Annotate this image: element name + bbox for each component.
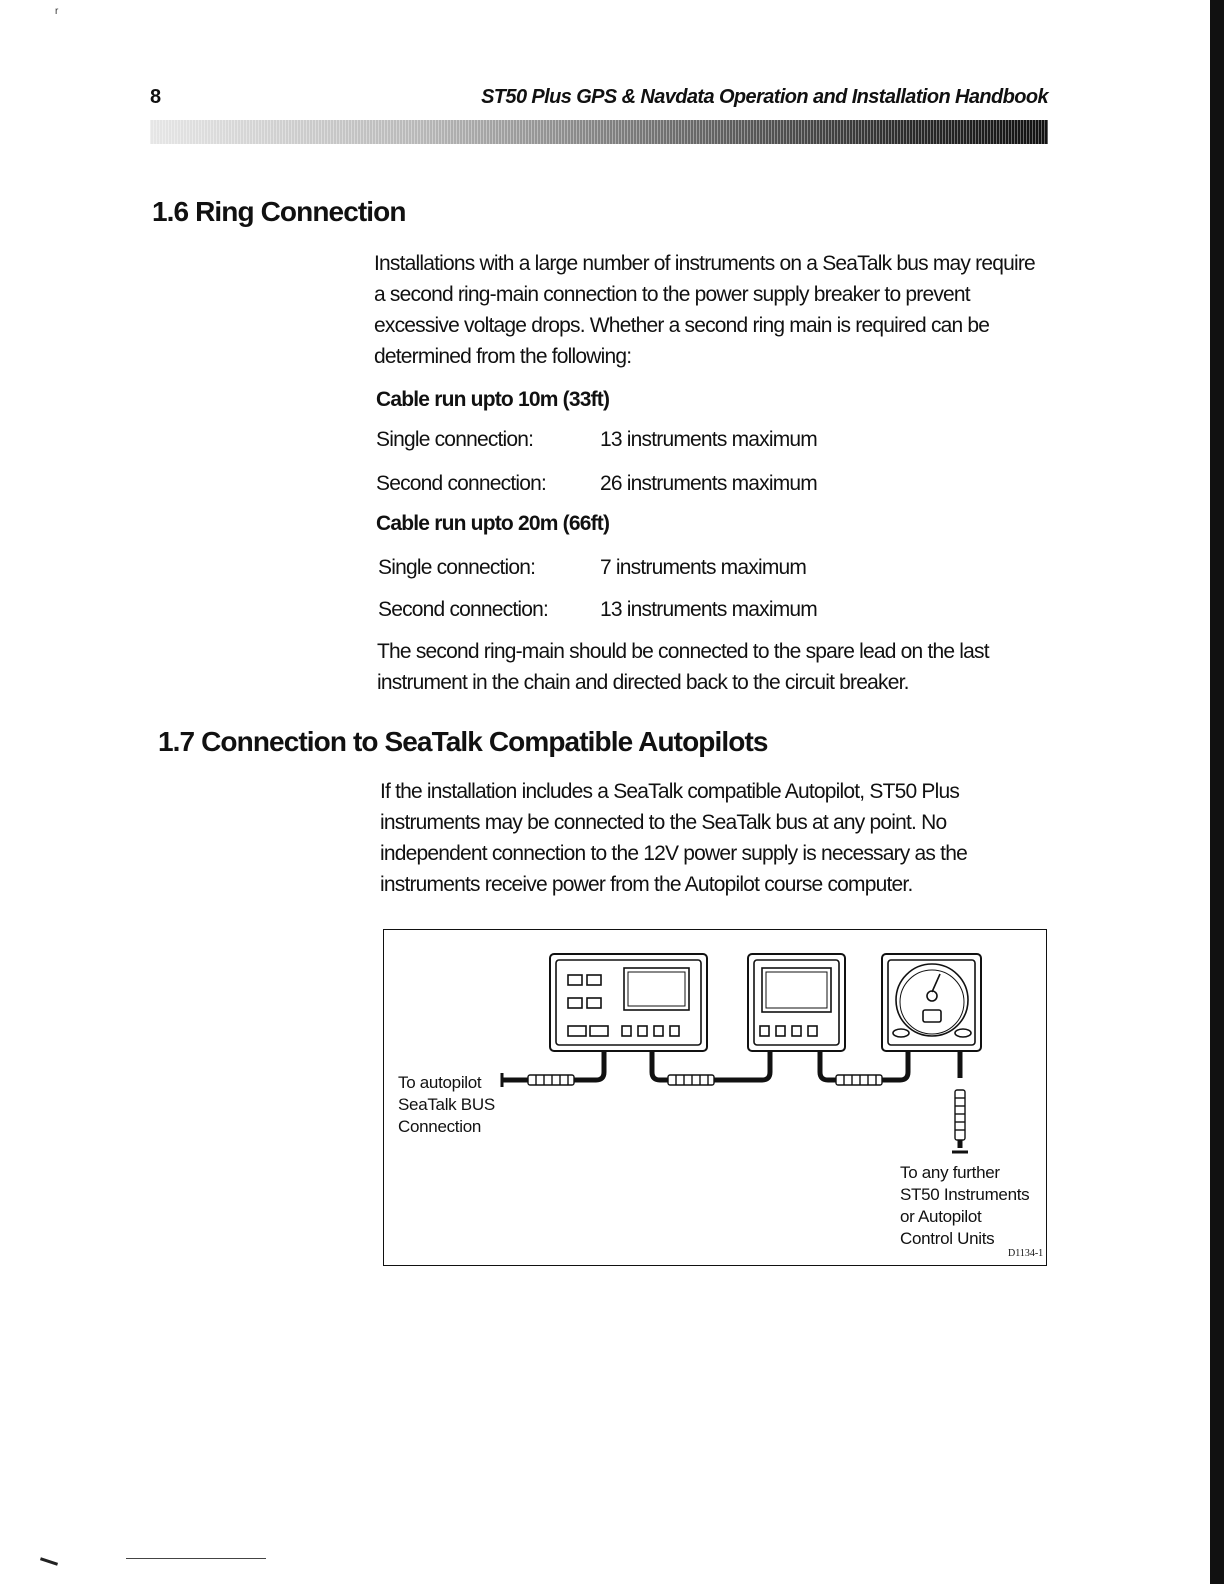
scan-edge [1210,0,1224,1584]
cable-run-10m-heading: Cable run upto 10m (33ft) [376,388,610,411]
page-number: 8 [150,86,162,108]
scan-mark-bottom [40,1557,58,1565]
running-title: ST50 Plus GPS & Navdata Operation and Installation Handbook [481,86,1048,108]
spec-label: Second connection: [378,598,549,621]
instrument-dial [882,954,981,1051]
caption-line: Connection [398,1117,482,1136]
ring-connection-intro: Installations with a large number of instruments on a SeaTalk bus may require a second ring-main connection to the power supply breaker to prevent excessive voltage drops. Whether a second ring main is required can be determined from the following: [374,252,1035,368]
ring-connection-closing: The second ring-main should be connected to the spare lead on the last instrument in the chain and directed back to the circuit breaker. [377,640,989,694]
instrument-single-display [748,954,845,1051]
caption-line: SeaTalk BUS [398,1095,495,1114]
footer-rule [126,1558,266,1559]
cable-connectors [528,1075,965,1140]
autopilot-body: If the installation includes a SeaTalk compatible Autopilot, ST50 Plus instruments may be connected to the SeaTalk bus at any point. No independent connection to the 12V power supply is necessary as the instruments receive power from the Autopilot course computer. [380,780,967,896]
caption-to-autopilot [398,1072,495,1138]
spec-label: Single connection: [378,556,536,579]
spec-label: Second connection: [376,472,547,495]
cable-run-20m-heading: Cable run upto 20m (66ft) [376,512,610,535]
caption-line: Control Units [900,1229,995,1248]
spec-value: 13 instruments maximum [600,598,817,621]
spec-label: Single connection: [376,428,534,451]
caption-line: To any further [900,1163,1000,1182]
caption-line: or Autopilot [900,1207,982,1226]
caption-line: To autopilot [398,1073,482,1092]
section-title-autopilots: 1.7 Connection to SeaTalk Compatible Autopilots [158,726,768,757]
caption-line: ST50 Instruments [900,1185,1030,1204]
seatalk-cables [502,1052,960,1148]
caption-further-units [900,1162,1029,1250]
spec-value: 26 instruments maximum [600,472,817,495]
section-title-ring-connection: 1.6 Ring Connection [152,196,406,227]
instrument-multi-display [550,954,707,1051]
scan-mark: r [55,6,59,17]
spec-value: 13 instruments maximum [600,428,817,451]
header-band [150,120,1048,144]
spec-value: 7 instruments maximum [600,556,807,579]
connection-diagram [383,929,1047,1266]
figure-code: D1134-1 [1008,1248,1044,1259]
